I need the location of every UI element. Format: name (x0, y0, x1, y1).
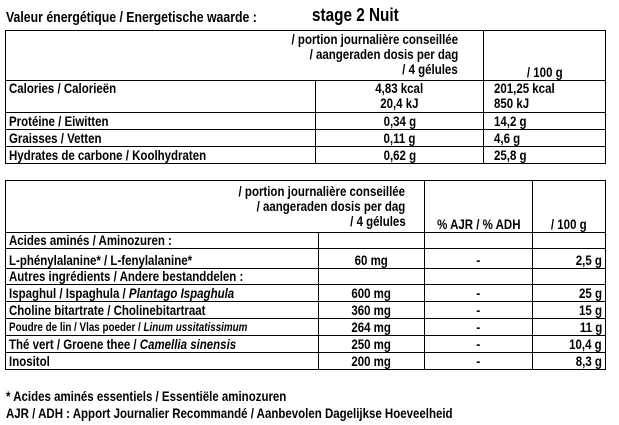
row-portion: 264 mg (351, 319, 392, 335)
col-ajr: % AJR / % ADH (437, 216, 521, 232)
row-latin: Plantago Ispaghula (128, 285, 235, 301)
section-header (6, 233, 606, 249)
row-per100: 4,6 g (494, 130, 521, 146)
row-label: Hydrates de carbone / Koolhydraten (9, 147, 207, 163)
row-per100: 14,2 g (494, 113, 527, 129)
row-label: Poudre de lin / Vlas poeder / (9, 320, 144, 334)
product-name: stage 2 Nuit (312, 5, 399, 25)
row-per100: 11 g (579, 319, 602, 335)
header-line-3: / 4 gélules (349, 213, 406, 229)
row-ajr: - (476, 302, 481, 318)
col-100g: / 100 g (526, 64, 563, 80)
row-per100: 8,3 g (575, 353, 602, 369)
row-latin: Camellia sinensis (139, 336, 237, 352)
header-line-2: / aangeraden dosis per dag (256, 198, 406, 214)
row-per100: 15 g (579, 302, 602, 318)
row-per100-kj: 850 kJ (494, 95, 530, 111)
row-label: Calories / Calorieën (9, 80, 117, 96)
row-ajr: - (476, 285, 481, 301)
table-row (6, 319, 606, 336)
row-latin: Linum ussitatissimum (143, 320, 248, 334)
footnote-ajr: AJR / ADH : Apport Journalier Recommandé / Aanbevolen Dagelijkse Hoeveelheid (6, 405, 453, 421)
table-row (6, 81, 606, 113)
row-per100: 201,25 kcal (494, 80, 555, 96)
section-amino: Acides aminés / Aminozuren : (9, 232, 172, 248)
ingredients-table (5, 180, 606, 370)
row-portion: 360 mg (351, 302, 392, 318)
row-ajr: - (476, 252, 481, 268)
table-row (6, 353, 606, 370)
energy-table-header (6, 31, 606, 81)
table-row (6, 336, 606, 353)
row-label: Thé vert / Groene thee / (9, 336, 140, 352)
row-portion: 250 mg (351, 336, 392, 352)
table-row (6, 285, 606, 302)
row-portion: 200 mg (351, 353, 392, 369)
row-label: Graisses / Vetten (9, 130, 102, 146)
row-ajr: - (476, 353, 481, 369)
row-per100: 2,5 g (575, 252, 602, 268)
row-ajr: - (476, 336, 481, 352)
table-row (6, 147, 606, 164)
row-ajr: - (476, 319, 481, 335)
ingredients-table-header (6, 181, 606, 233)
header-line-1: / portion journalière conseillée (238, 183, 406, 199)
energy-table (5, 30, 606, 164)
col-100g: / 100 g (551, 216, 587, 232)
header-line-3: / 4 gélules (402, 61, 458, 77)
row-portion-kj: 20,4 kJ (380, 95, 419, 111)
page-title: Valeur énergétique / Energetische waarde : (6, 9, 257, 26)
row-label: Choline bitartrate / Cholinebitartraat (9, 302, 206, 318)
table-row (6, 302, 606, 319)
row-label: Ispaghul / Ispaghula / (9, 285, 129, 301)
row-label: Protéine / Eiwitten (9, 113, 109, 129)
row-per100: 25 g (579, 285, 602, 301)
row-portion: 60 mg (354, 252, 389, 268)
row-label: Inositol (9, 353, 50, 369)
row-portion: 4,83 kcal (375, 80, 424, 96)
row-portion: 0,34 g (383, 113, 416, 129)
table-row (6, 130, 606, 147)
table-row (6, 249, 606, 269)
row-portion: 0,11 g (383, 130, 416, 146)
header-line-1: / portion journalière conseillée (291, 31, 458, 47)
row-portion: 0,62 g (383, 147, 416, 163)
section-header (6, 269, 606, 285)
footnote-amino: * Acides aminés essentiels / Essentiële aminozuren (6, 388, 287, 404)
row-per100: 25,8 g (494, 147, 527, 163)
section-other: Autres ingrédients / Andere bestanddelen : (9, 268, 244, 284)
table-row (6, 113, 606, 130)
row-label: L-phénylalanine* / L-fenylalanine* (9, 252, 193, 268)
row-per100: 10,4 g (569, 336, 602, 352)
header-line-2: / aangeraden dosis per dag (309, 46, 458, 62)
row-portion: 600 mg (351, 285, 392, 301)
